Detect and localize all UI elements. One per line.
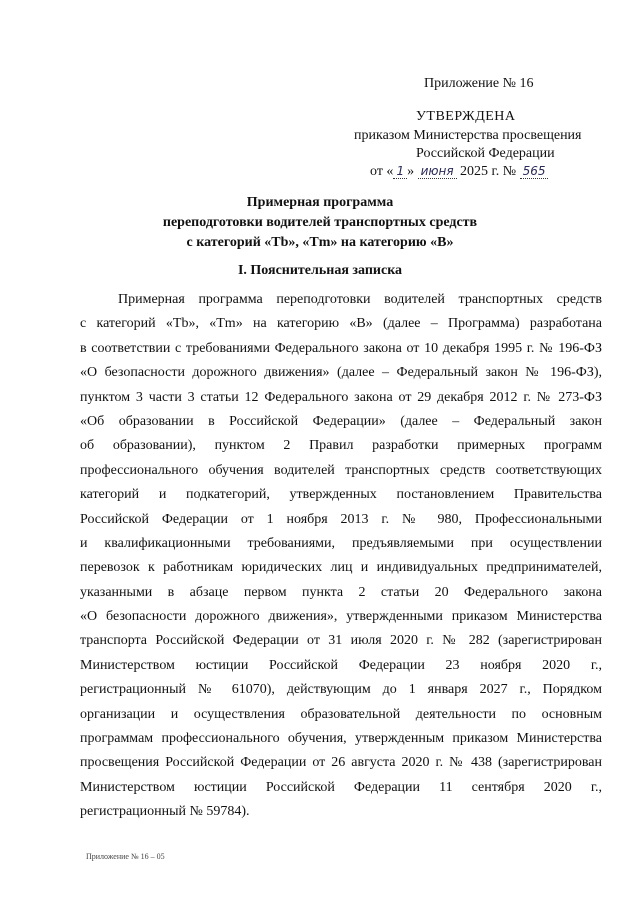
body-line: «О безопасности дорожного движения», утвержденными приказом Министерства <box>80 609 602 625</box>
body-line: указанными в абзаце первом пункта 2 статьи 20 Федерального закона <box>80 584 602 600</box>
footer-mark: Приложение № 16 – 05 <box>86 852 165 861</box>
body-line: организации и осуществления образовательной деятельности по основным <box>80 706 602 722</box>
handwritten-order-number: 565 <box>520 164 549 179</box>
body-line: «Об образовании в Российской Федерации» (далее – Федеральный закон <box>80 413 602 429</box>
body-line: категорий и подкатегорий, утвержденных постановлением Правительства <box>80 487 602 503</box>
approval-date-line <box>370 162 548 181</box>
body-line: Министерством юстиции Российской Федерации 11 сентября 2020 г., <box>80 779 602 795</box>
body-line: регистрационный № 59784). <box>80 804 250 820</box>
body-line: Примерная программа переподготовки водителей транспортных средств <box>118 292 602 307</box>
title-line-1: Примерная программа <box>246 195 394 210</box>
body-line: и квалификационными требованиями, предъявляемыми при осуществлении <box>80 535 602 551</box>
body-line: перевозок к работникам юридических лиц и индивидуальных предпринимателей, <box>80 560 602 576</box>
body-line: Российской Федерации от 1 ноября 2013 г. № 980, Профессиональными <box>80 511 602 527</box>
body-line: с категорий «Tb», «Tm» на категорию «В» (далее – Программа) разработана <box>80 316 602 332</box>
approved-by-country: Российской Федерации <box>416 146 555 161</box>
body-line: программам профессионального обучения, утвержденным приказом Министерства <box>80 731 602 747</box>
body-line: об образовании), пунктом 2 Правил разработки примерных программ <box>80 438 602 454</box>
handwritten-month: июня <box>418 164 457 179</box>
date-mid: » <box>407 164 415 179</box>
body-line: Министерством юстиции Российской Федерации 23 ноября 2020 г., <box>80 657 602 673</box>
body-line: в соответствии с требованиями Федерального закона от 10 декабря 1995 г. № 196-ФЗ <box>80 340 602 356</box>
body-line: регистрационный № 61070), действующим до 1 января 2027 г., Порядком <box>80 682 602 698</box>
body-line: транспорта Российской Федерации от 31 июля 2020 г. № 282 (зарегистрирован <box>80 633 602 649</box>
body-line: пунктом 3 части 3 статьи 12 Федерального закона от 29 декабря 2012 г. № 273-ФЗ <box>80 389 602 405</box>
year-text: 2025 г. № <box>460 164 517 179</box>
date-prefix: от « <box>370 164 394 179</box>
title-line-2: переподготовки водителей транспортных средств <box>162 215 478 230</box>
body-line: профессионального обучения водителей транспортных средств соответствующих <box>80 462 602 478</box>
body-line: «О безопасности дорожного движения» (далее – Федеральный закон № 196-ФЗ), <box>80 365 602 381</box>
approved-heading: УТВЕРЖДЕНА <box>416 109 516 124</box>
document-title <box>120 193 520 253</box>
body-line: просвещения Российской Федерации от 26 августа 2020 г. № 438 (зарегистрирован <box>80 755 602 771</box>
appendix-number: Приложение № 16 <box>424 76 534 91</box>
approved-by-order: приказом Министерства просвещения <box>354 128 582 143</box>
handwritten-day: 1 <box>393 164 407 179</box>
title-line-3: с категорий «Tb», «Tm» на категорию «В» <box>186 235 454 250</box>
body-paragraph <box>80 288 602 825</box>
section-heading: I. Пояснительная записка <box>237 263 403 278</box>
